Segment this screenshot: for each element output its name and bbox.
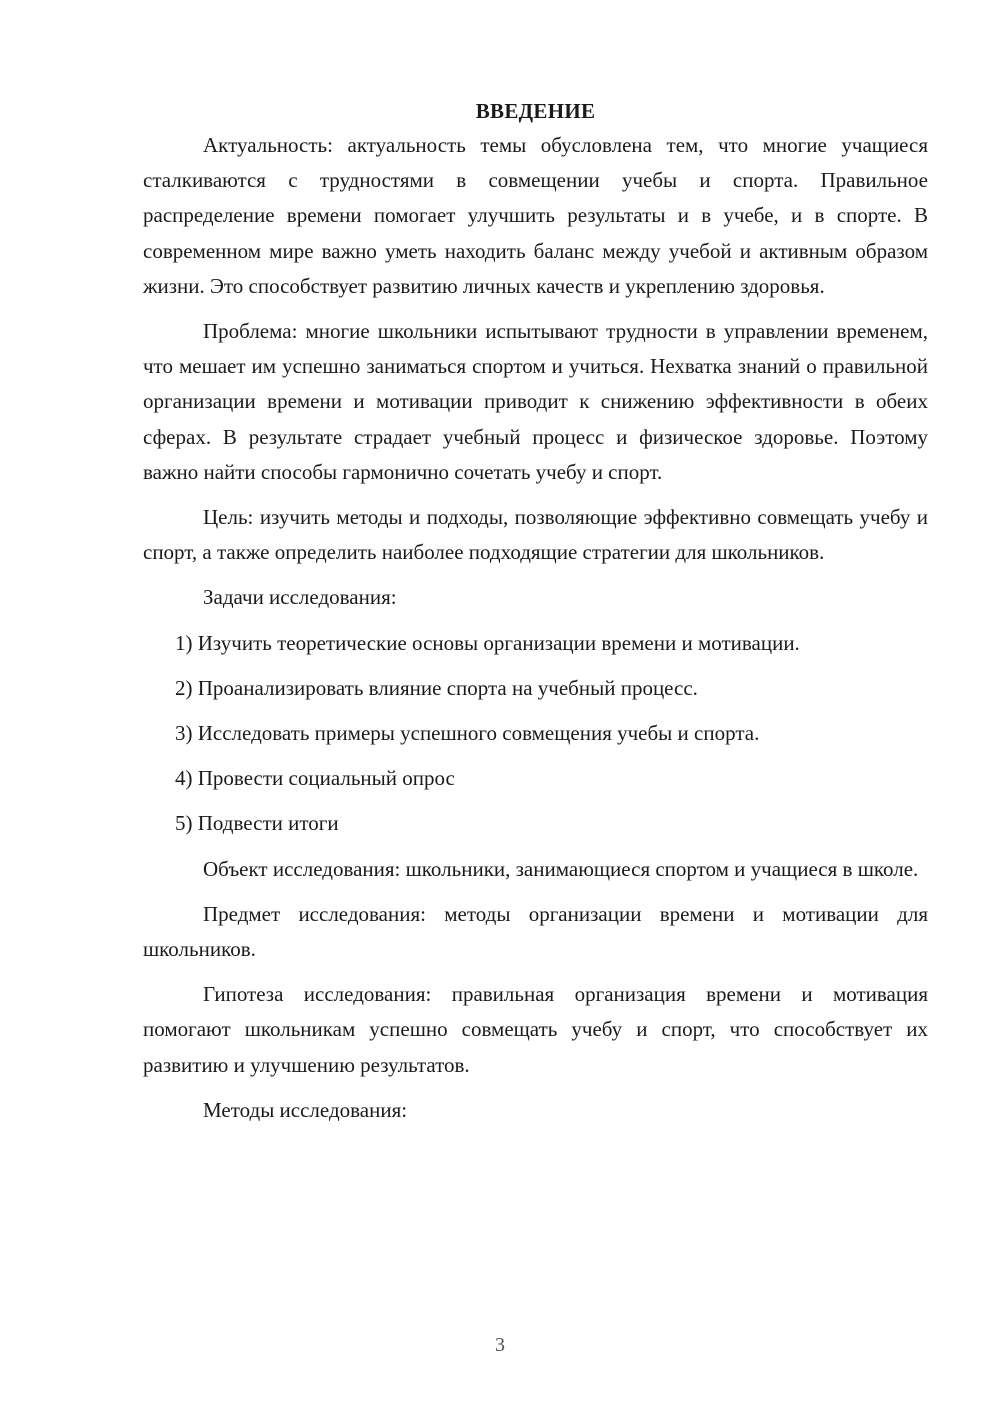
task-item-5: 5) Подвести итоги — [175, 811, 339, 836]
page-number: 3 — [495, 1334, 505, 1356]
object-paragraph: Объект исследования: школьники, занимающиеся спортом и учащиеся в школе. — [203, 856, 919, 881]
goal-paragraph: Цель: изучить методы и подходы, позволяющие эффективно совмещать учебу и спорт, а также определить наиболее подходящие стратегии для школьников. — [143, 505, 928, 565]
task-item-3: 3) Исследовать примеры успешного совмещения учебы и спорта. — [175, 721, 760, 746]
problem-paragraph: Проблема: многие школьники испытывают трудности в управлении временем, что мешает им успешно заниматься спортом и учиться. Нехватка знаний о правильной организации времени и мотивации приводит к снижению эффективности в обеих сферах. В результате страдает учебный процесс и физическое здоровье. Поэтому важно найти способы гармонично сочетать учебу и спорт. — [143, 319, 928, 484]
relevance-paragraph: Актуальность: актуальность темы обусловлена тем, что многие учащиеся сталкиваются с трудностями в совмещении учебы и спорта. Правильное распределение времени помогает улучшить результаты и в учебе, и в спорте. В современном мире важно уметь находить баланс между учебой и активным образом жизни. Это способствует развитию личных качеств и укреплению здоровья. — [143, 133, 928, 298]
methods-heading: Методы исследования: — [203, 1097, 408, 1122]
tasks-heading: Задачи исследования: — [203, 585, 397, 610]
task-item-1: 1) Изучить теоретические основы организации времени и мотивации. — [175, 630, 800, 655]
section-title: ВВЕДЕНИЕ — [475, 99, 596, 123]
subject-paragraph: Предмет исследования: методы организации времени и мотивации для школьников. — [143, 901, 928, 962]
task-item-2: 2) Проанализировать влияние спорта на учебный процесс. — [175, 675, 698, 700]
task-item-4: 4) Провести социальный опрос — [175, 766, 455, 791]
page-content — [143, 96, 928, 1138]
hypothesis-paragraph: Гипотеза исследования: правильная организация времени и мотивация помогают школьникам успешно совмещать учебу и спорт, что способствует их развитию и улучшению результатов. — [143, 982, 928, 1077]
